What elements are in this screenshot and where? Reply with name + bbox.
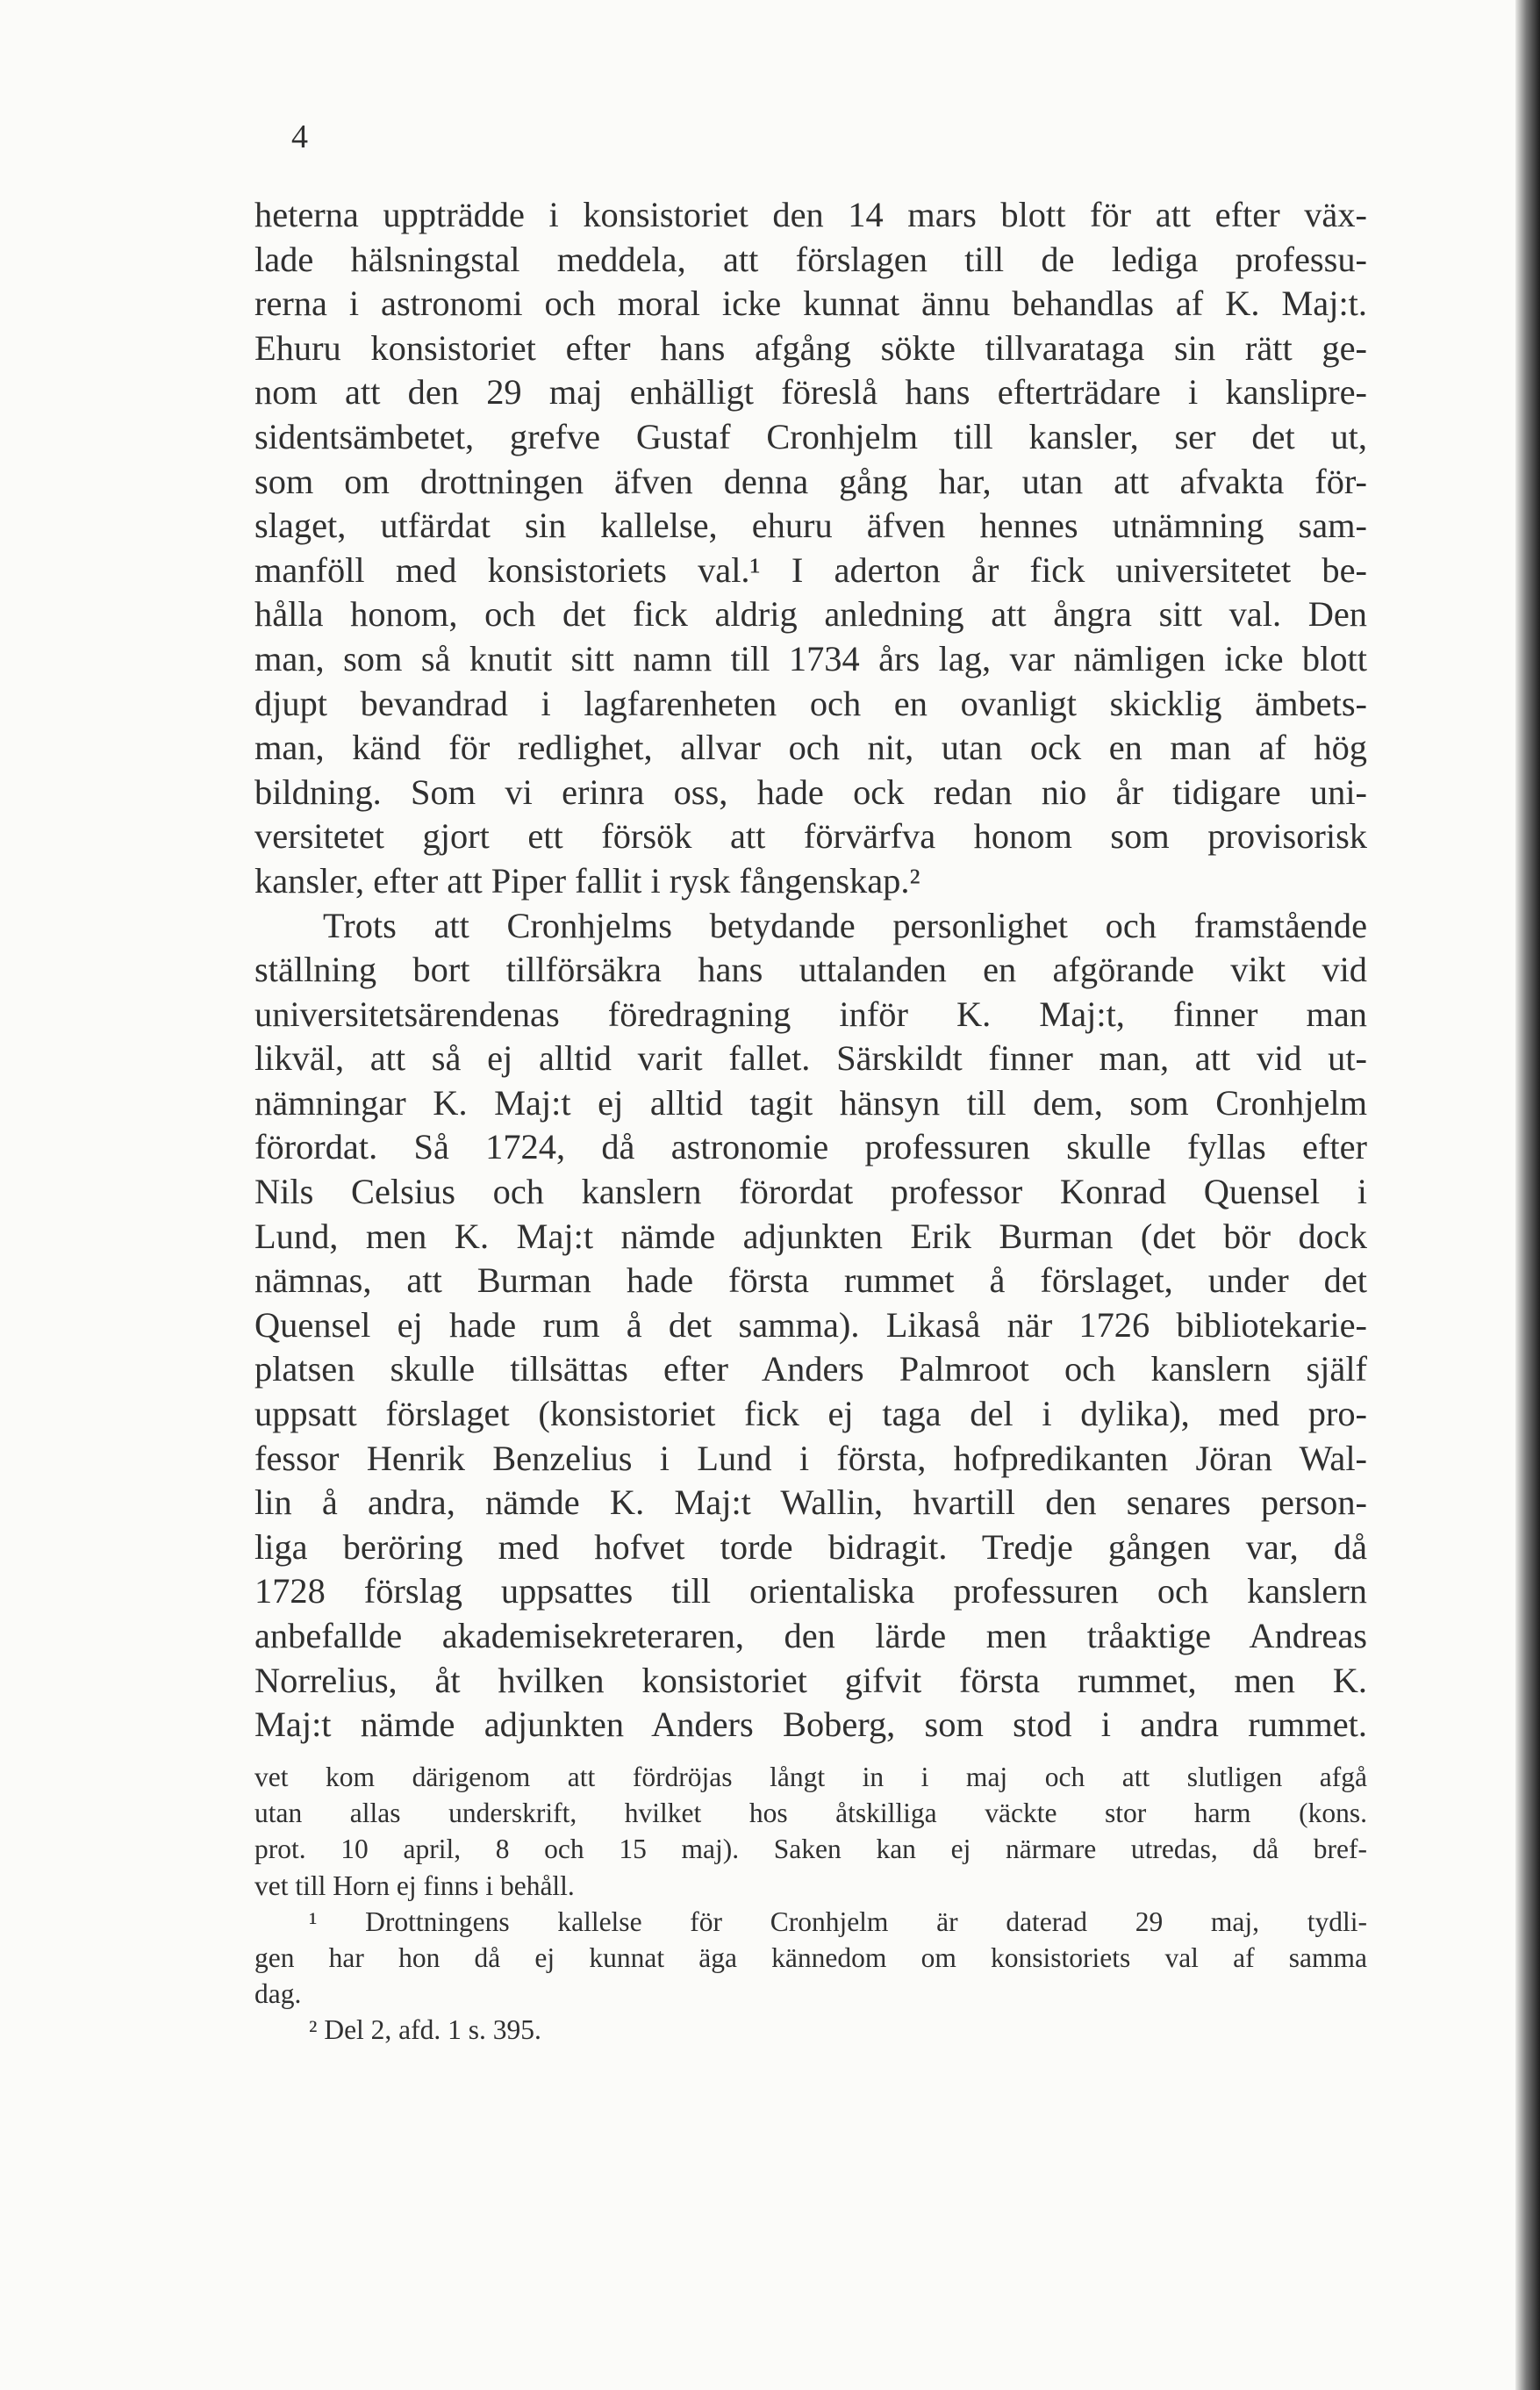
text-line: Lund, men K. Maj:t nämde adjunkten Erik Burman (det bör dock	[254, 1216, 1367, 1256]
text-line: Quensel ej hade rum å det samma). Likaså när 1726 bibliotekarie-	[254, 1304, 1367, 1345]
page-number: 4	[291, 118, 308, 155]
text-line: Nils Celsius och kanslern förordat professor Konrad Quensel i	[254, 1172, 1367, 1212]
text-line: universitetsärendenas föredragning inför K. Maj:t, finner man	[254, 994, 1367, 1034]
text-line: sidentsämbetet, grefve Gustaf Cronhjelm till kansler, ser det ut,	[254, 416, 1367, 456]
text-line: man, känd för redlighet, allvar och nit, utan ock en man af hög	[254, 728, 1367, 768]
text-line: djupt bevandrad i lagfarenheten och en ovanligt skicklig ämbets-	[254, 683, 1367, 723]
text-line: förordat. Så 1724, då astronomie professuren skulle fyllas efter	[254, 1127, 1367, 1167]
text-line: manföll med konsistoriets val.¹ I aderton år fick universitetet be-	[254, 549, 1367, 590]
text-line: uppsatt förslaget (konsistoriet fick ej taga del i dylika), med pro-	[254, 1394, 1367, 1434]
text-line: nämnas, att Burman hade första rummet å förslaget, under det	[254, 1260, 1367, 1301]
footnote-2: ² Del 2, afd. 1 s. 395.	[309, 2014, 541, 2046]
text-line: nämningar K. Maj:t ej alltid tagit hänsyn till dem, som Cronhjelm	[254, 1082, 1367, 1123]
footnote-1-start: ¹ Drottningens kallelse för Cronhjelm är daterad 29 maj, tydli-	[309, 1906, 1367, 1937]
text-line: anbefallde akademisekreteraren, den lärde men tråaktige Andreas	[254, 1616, 1367, 1655]
footnote-line: dag.	[254, 1978, 302, 2010]
text-line: som om drottningen äfven denna gång har, utan att afvakta för-	[254, 461, 1367, 501]
footnote-line: prot. 10 april, 8 och 15 maj). Saken kan ej närmare utredas, då bref-	[254, 1834, 1367, 1865]
footnotes-block	[254, 1759, 1367, 2049]
footnote-line: vet kom därigenom att fördröjas långt in i maj och att slutligen afgå	[254, 1762, 1367, 1792]
text-line: Ehuru konsistoriet efter hans afgång sökte tillvarataga sin rätt ge-	[254, 327, 1367, 368]
text-line: bildning. Som vi erinra oss, hade ock redan nio år tidigare uni-	[254, 772, 1367, 812]
text-line: lade hälsningstal meddela, att förslagen till de lediga professu-	[254, 239, 1367, 279]
text-line: nom att den 29 maj enhälligt föreslå hans efterträdare i kanslipre-	[254, 372, 1367, 413]
main-text-block	[254, 193, 1367, 1748]
footnote-line: utan allas underskrift, hvilket hos åtskilliga väckte stor harm (kons.	[254, 1798, 1367, 1829]
footnote-line: gen har hon då ej kunnat äga kännedom om konsistoriets val af samma	[254, 1941, 1367, 1973]
scan-edge-shadow	[1515, 0, 1540, 2390]
text-line: platsen skulle tillsättas efter Anders Palmroot och kanslern själf	[254, 1349, 1367, 1389]
text-line: Maj:t nämde adjunkten Anders Boberg, som stod i andra rummet.	[254, 1705, 1367, 1745]
text-line: 1728 förslag uppsattes till orientaliska professuren och kanslern	[254, 1571, 1367, 1611]
text-line: likväl, att så ej alltid varit fallet. Särskildt finner man, att vid ut-	[254, 1038, 1367, 1079]
text-line: ställning bort tillförsäkra hans uttalanden en afgörande vikt vid	[254, 950, 1367, 990]
text-line: rerna i astronomi och moral icke kunnat ännu behandlas af K. Maj:t.	[254, 283, 1367, 324]
text-line: Norrelius, åt hvilken konsistoriet gifvit första rummet, men K.	[254, 1660, 1367, 1700]
text-line: man, som så knutit sitt namn till 1734 års lag, var nämligen icke blott	[254, 638, 1367, 678]
text-line: hålla honom, och det fick aldrig anledning att ångra sitt val. Den	[254, 594, 1367, 635]
text-line-paragraph-start: Trots att Cronhjelms betydande personlighet och framstående	[323, 905, 1367, 945]
text-line: heterna uppträdde i konsistoriet den 14 mars blott för att efter väx-	[254, 195, 1367, 234]
text-line: fessor Henrik Benzelius i Lund i första, hofpredikanten Jöran Wal-	[254, 1438, 1367, 1478]
text-line: lin å andra, nämde K. Maj:t Wallin, hvartill den senares person-	[254, 1482, 1367, 1523]
text-line: slaget, utfärdat sin kallelse, ehuru äfven hennes utnämning sam-	[254, 506, 1367, 546]
text-line: versitetet gjort ett försök att förvärfva honom som provisorisk	[254, 816, 1367, 857]
footnote-line: vet till Horn ej finns i behåll.	[254, 1870, 575, 1901]
text-line: liga beröring med hofvet torde bidragit. Tredje gången var, då	[254, 1526, 1367, 1567]
text-line-paragraph-end: kansler, efter att Piper fallit i rysk fångenskap.²	[254, 860, 920, 901]
